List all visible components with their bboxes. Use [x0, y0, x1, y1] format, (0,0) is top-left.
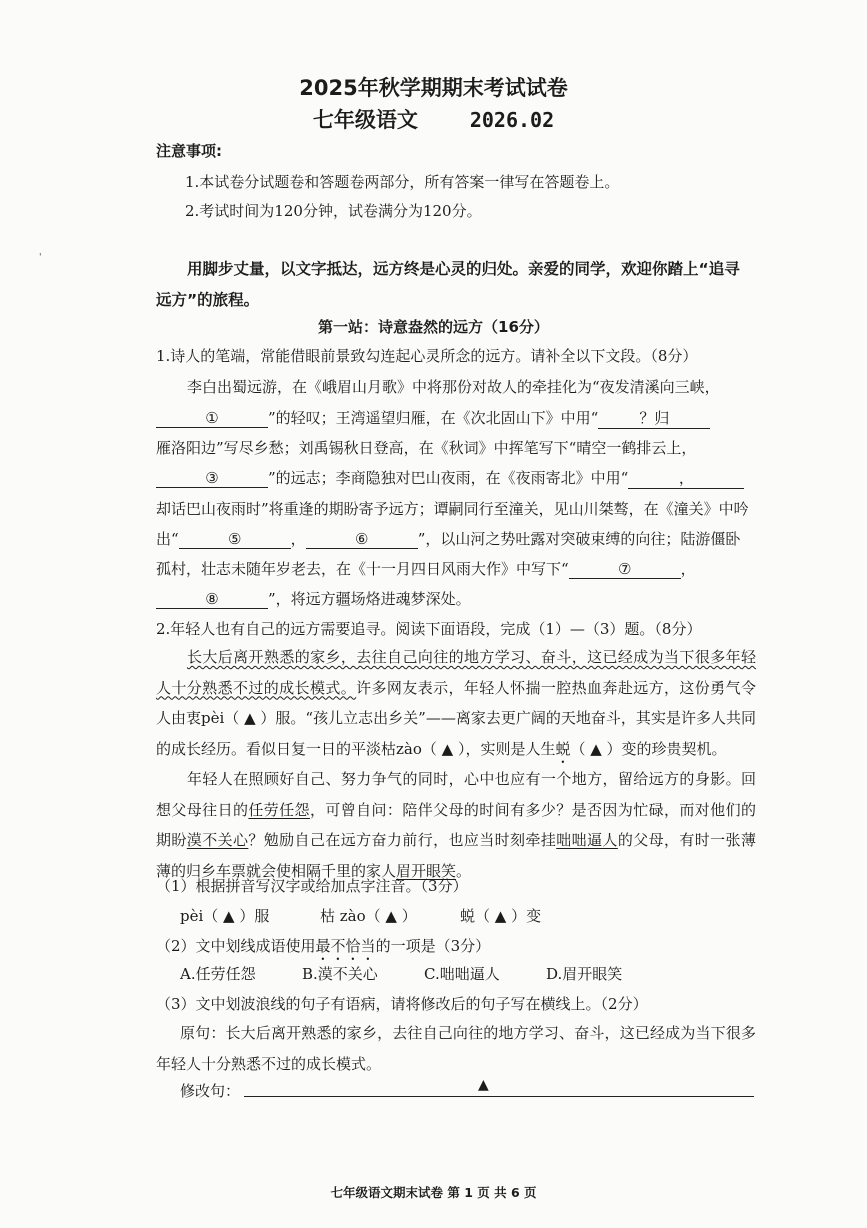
q1-text: ”的轻叹；王湾遥望归雁，在《次北固山下》中用“ [268, 409, 599, 427]
option-c: C.咄咄逼人 [424, 965, 500, 983]
q1-text: ， [680, 560, 696, 578]
intro-paragraph: 用脚步丈量，以文字抵达，远方终是心灵的归处。亲爱的同学，欢迎你踏上“追寻远方”的旅程。 [156, 260, 740, 309]
q1-text: 出“ [156, 530, 179, 548]
blank-7: ⑦ [569, 560, 681, 579]
idiom-2: 漠不关心 [186, 831, 249, 849]
blank-4: ， [628, 467, 744, 489]
wavy-sentence: 长大后离开熟悉的家乡，去往自己向往的地方学习、奋斗，这已经成为当下很多年轻人十分熟悉不过的成长模式。 [156, 648, 756, 697]
q1-line: 李白出蜀远游，在《峨眉山月歌》中将那份对故人的牵挂化为“夜发清溪向三峡， [187, 378, 720, 396]
exam-title: 2025年秋学期期末考试试卷 [299, 76, 568, 100]
answer-triangle-icon: ▲ [478, 1077, 489, 1093]
blank-5: ⑤ [179, 530, 291, 549]
q2-paragraph-2 [156, 764, 756, 886]
para-text: 。 [456, 861, 472, 880]
q1-text: ”，将远方疆场烙进魂梦深处。 [268, 590, 471, 608]
question-2-stem: 2.年轻人也有自己的远方需要追寻。阅读下面语段，完成（1）—（3）题。（8分） [156, 620, 702, 638]
blank-6: ⑥ [306, 530, 418, 549]
q1-line: 雁洛阳边”写尽乡愁；刘禹锡秋日登高，在《秋词》中挥笔写下“晴空一鹤排云上， [156, 439, 697, 457]
q1-line: 却话巴山夜雨时”将重逢的期盼寄予远方；谭嗣同行至潼关，见山川桀骜，在《潼关》中吟 [156, 500, 749, 518]
answer-line [244, 1096, 754, 1097]
section-heading: 第一站：诗意盎然的远方（16分） [318, 318, 549, 336]
sub2-emphasis: 最不恰当 [315, 937, 376, 955]
q1-line [156, 407, 756, 429]
q1-text: ”，以山河之势吐露对突破束缚的向往；陆游僵卧 [417, 530, 741, 548]
idiom-3: 咄咄逼人 [556, 831, 618, 849]
idiom-4: 眉开眼笑 [396, 861, 457, 880]
para-text: ，可曾自问：陪伴父母的时间有多少？是否因为忙碌，而对他们的期盼 [156, 800, 756, 849]
sub-question-3: （3）文中划波浪线的句子有语病，请将修改后的句子写在横线上。（2分） [156, 995, 648, 1013]
q1-line [156, 588, 756, 609]
notice-heading: 注意事项: [156, 142, 222, 160]
blank-3: ③ [156, 469, 268, 488]
para-text: ？勉励自己在远方奋力前行，也应当时刻牵挂 [248, 831, 557, 849]
blank-2: ？归 [598, 407, 710, 429]
pinyin-item-3: 蜕（ ▲ ）变 [460, 907, 542, 925]
revise-label: 修改句： [180, 1082, 241, 1100]
blank-8: ⑧ [156, 590, 268, 609]
exam-subtitle [0, 104, 867, 134]
para-text: 的父母，有时一张薄薄的归乡车票就会使相隔千里的家人 [156, 831, 756, 880]
subject-label: 七年级语文 [312, 108, 418, 132]
sub2-text: 的一项是（3分） [375, 937, 491, 955]
para-text: （ ▲ ）变的珍贵契机。 [570, 739, 727, 758]
dotted-char: 蜕 [555, 739, 571, 758]
question-1-stem: 1.诗人的笔端，常能借眼前景致勾连起心灵所念的远方。请补全以下文段。（8分） [156, 347, 698, 365]
sub2-text: （2）文中划线成语使用 [156, 937, 316, 955]
option-a: A.任劳任怨 [180, 965, 256, 983]
option-d: D.眉开眼笑 [546, 965, 623, 983]
q1-line [156, 558, 756, 579]
q1-line [156, 528, 756, 549]
q1-line [156, 467, 756, 489]
margin-mark: ' [39, 253, 42, 263]
notice-item-1: 1.本试卷分试题卷和答题卷两部分，所有答案一律写在答题卷上。 [185, 173, 620, 191]
idiom-1: 任劳任怨 [248, 800, 310, 819]
pinyin-item-1: pèi（ ▲ ）服 [180, 907, 270, 925]
sub2-options [180, 963, 780, 984]
option-b: B.漠不关心 [302, 965, 378, 983]
blank-1: ① [156, 409, 268, 428]
original-sentence: 原句：长大后离开熟悉的家乡，去往自己向往的地方学习、奋斗，这已经成为当下很多年轻人十分熟悉不过的成长模式。 [156, 1024, 756, 1073]
exam-date: 2026.02 [469, 108, 555, 132]
page-footer: 七年级语文期末试卷 第 1 页 共 6 页 [330, 1185, 537, 1200]
notice-item-2: 2.考试时间为120分钟，试卷满分为120分。 [185, 202, 482, 220]
sub1-items [180, 905, 780, 926]
sub-question-1: （1）根据拼音写汉字或给加点字注音。（3分） [156, 877, 468, 895]
sub-question-2 [156, 935, 756, 964]
q1-text: 孤村，壮志未随年岁老去，在《十一月四日风雨大作》中写下“ [156, 560, 569, 578]
q1-text: ”的远志；李商隐独对巴山夜雨，在《夜雨寄北》中用“ [268, 469, 629, 487]
para-text: 许多网友表示，年轻人怀揣一腔热血奔赴远方，这份勇气令人由衷pèi（ ▲ ）服。“孩儿立志出乡关”——离家去更广阔的天地奋斗，其实是许多人共同的成长经历。看似日复一日的平淡枯zào（ ▲ ），实则是人生 [156, 678, 756, 758]
q1-text: ， [290, 530, 306, 548]
q2-paragraph-1 [156, 642, 756, 767]
pinyin-item-2: 枯 zào（ ▲ ） [320, 907, 417, 925]
para-text: 年轻人在照顾好自己、努力争气的同时，心中也应有一个地方，留给远方的身影。回想父母往日的 [156, 770, 756, 819]
